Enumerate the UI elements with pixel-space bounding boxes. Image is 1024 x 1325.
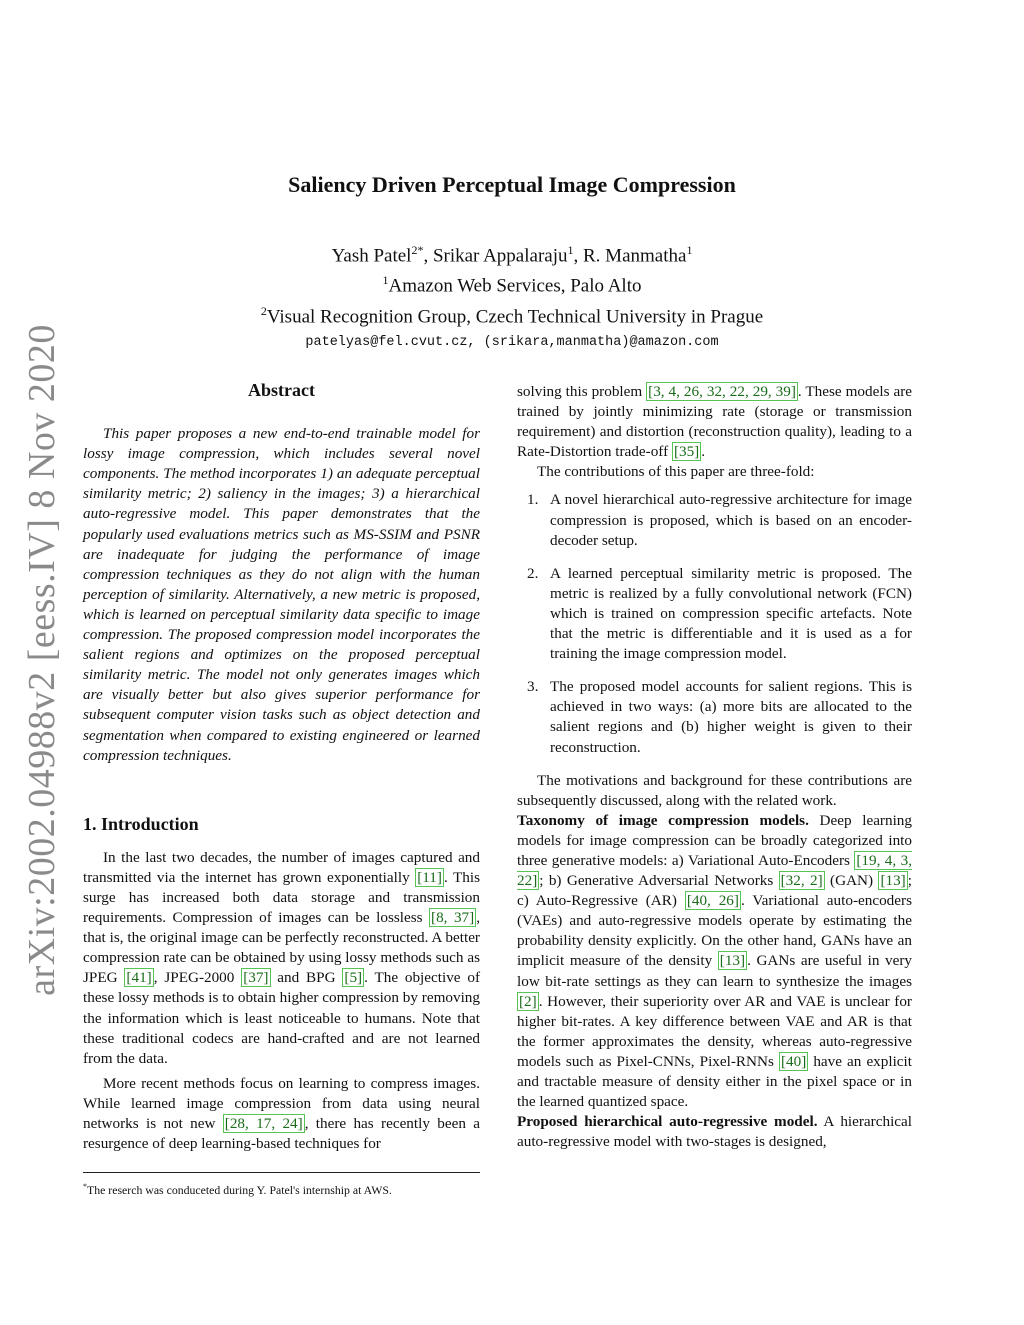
paper-title: Saliency Driven Perceptual Image Compression: [288, 172, 736, 197]
citation-link[interactable]: [3, 4, 26, 32, 22, 29, 39]: [648, 383, 796, 400]
citation-link[interactable]: [13]: [719, 952, 746, 970]
intro-paragraph-1: In the last two decades, the number of images captured and transmitted via the internet has grown exponentially [11] . This surge has increased both data storage and transmission requirements. Compression of images can be lossless [8, 37] , that is, the original image can be perfectly reconstructed. A better compression rate can be obtained by using lossy methods such as JPEG [41] , JPEG-2000 [37] and BPG [5] . The objective of these lossy methods is to obtain higher compression by removing the information which is least noticeable to humans. Note that these traditional codecs are hand-crafted and are not learned from the data.: [83, 848, 480, 1067]
arxiv-identifier: [12, 324, 72, 996]
list-item: 1. A novel hierarchical auto-regressive architecture for image compression is proposed, which is based on an encoder-decoder setup.: [527, 491, 912, 549]
hierarchical-model-heading: Proposed hierarchical auto-regressive model.: [517, 1113, 818, 1131]
citation-link[interactable]: [40]: [780, 1052, 807, 1070]
citation-link[interactable]: [8, 37]: [431, 909, 475, 927]
author-emails: patelyas@fel.cvut.cz, (srikara,manmatha)@amazon.com: [305, 334, 719, 350]
citation-link[interactable]: [37]: [243, 969, 269, 987]
section-heading-introduction: 1. Introduction: [83, 813, 199, 834]
citation-link[interactable]: [41]: [126, 969, 152, 987]
affiliation-1: $^1$Amazon Web Services, Palo Alto: [382, 273, 642, 297]
citation-link[interactable]: [32, 2]: [780, 872, 823, 890]
list-item: 2. A learned perceptual similarity metric is proposed. The metric is realized by a fully convolutional network (FCN) which is trained on compression specific artefacts. Note that the metric is differentiable and it is used as a for training the image compression model.: [527, 564, 912, 663]
author-block: [0, 238, 1024, 355]
citation-link[interactable]: [13]: [880, 872, 906, 890]
footnote: *The reserch was conduceted during Y. Patel's internship at AWS.: [83, 1172, 480, 1198]
intro-paragraph-2: More recent methods focus on learning to compress images. While learned image compression from data using neural networks is not new [28, 17, 24] , there has recently been a resurgence of deep learning-based techniques for: [83, 1074, 480, 1153]
citation-link[interactable]: [2]: [519, 992, 537, 1010]
right-paragraph-2: The contributions of this paper are three-fold:: [537, 463, 815, 481]
contributions-list: [517, 490, 912, 757]
author-line: Yash Patel$^{2*}$, Srikar Appalaraju$^1$, R. Manmatha$^1$: [331, 243, 693, 267]
abstract-text: This paper proposes a new end-to-end trainable model for lossy image compression, which includes several novel components. The method incorporates 1) an adequate perceptual similarity metric; 2) saliency in the images; 3) a hierarchical auto-regressive model. This paper demonstrates that the popularly used evaluations metrics such as MS-SSIM and PSNR are inadequate for judging the performance of image compression techniques as they do not align with the human perception of similarity. Alternatively, a new metric is proposed, which is learned on perceptual similarity data specific to image compression. The proposed compression model incorporates the salient regions and optimizes on the proposed perceptual similarity metric. The model not only generates images which are visually better but also gives superior performance for subsequent computer vision tasks such as object detection and segmentation when compared to existing engineered or learned compression techniques.: [83, 425, 480, 764]
citation-link[interactable]: [35]: [673, 443, 700, 461]
citation-link[interactable]: [40, 26]: [686, 892, 739, 910]
right-column: [517, 382, 912, 1152]
citation-link[interactable]: [5]: [344, 969, 363, 987]
citation-link[interactable]: [19, 4, 3, 22]: [517, 851, 912, 890]
abstract-heading: Abstract: [248, 380, 315, 400]
citation-link[interactable]: [11]: [417, 868, 442, 886]
affiliation-2: $^2$Visual Recognition Group, Czech Technical University in Prague: [260, 303, 764, 327]
taxonomy-heading: Taxonomy of image compression models.: [517, 811, 809, 829]
citation-link[interactable]: [28, 17, 24]: [224, 1115, 303, 1132]
arxiv-id-text: arXiv:2002.04988v2 [eess.IV] 8 Nov 2020: [21, 324, 64, 996]
list-item: 3. The proposed model accounts for salient regions. This is achieved in two ways: (a) more bits are allocated to the salient regions and (b) higher weight is given to their reconstruction.: [527, 678, 912, 756]
hierarchical-model-paragraph: Proposed hierarchical auto-regressive model. A hierarchical auto-regressive model with two-stages is designed,: [517, 1113, 912, 1151]
right-paragraph-1: solving this problem [3, 4, 26, 32, 22, 29, 39] . These models are trained by jointly minimizing rate (storage or transmission requirement) and distortion (reconstruction quality), leading to a Rate-Distortion trade-off [35] .: [517, 383, 912, 461]
taxonomy-paragraph: Taxonomy of image compression models. Deep learning models for image compression can be broadly categorized into three generative models: a) Variational Auto-Encoders [19, 4, 3, 22] ; b) Generative Adversarial Networks [32, 2] (GAN) [13] ; c) Auto-Regressive (AR) [40, 26] . Variational auto-encoders (VAEs) and auto-regressive models operate by estimating the probability density explicitly. On the other hand, GANs have an implicit measure of the density [13] . GANs are useful in very low bit-rate settings as they can learn to synthesize the images [2] . However, their superiority over AR and VAE is unclear for higher bit-rates. A key difference between VAE and AR is that the former approximates the density, whereas auto-regressive models such as Pixel-CNNs, Pixel-RNNs [40] have an explicit and tractable measure of density either in the pixel space or in the learned quantized space.: [517, 811, 912, 1111]
left-column: [83, 380, 480, 1154]
right-paragraph-3: The motivations and background for these contributions are subsequently discussed, along with the related work.: [517, 771, 912, 809]
